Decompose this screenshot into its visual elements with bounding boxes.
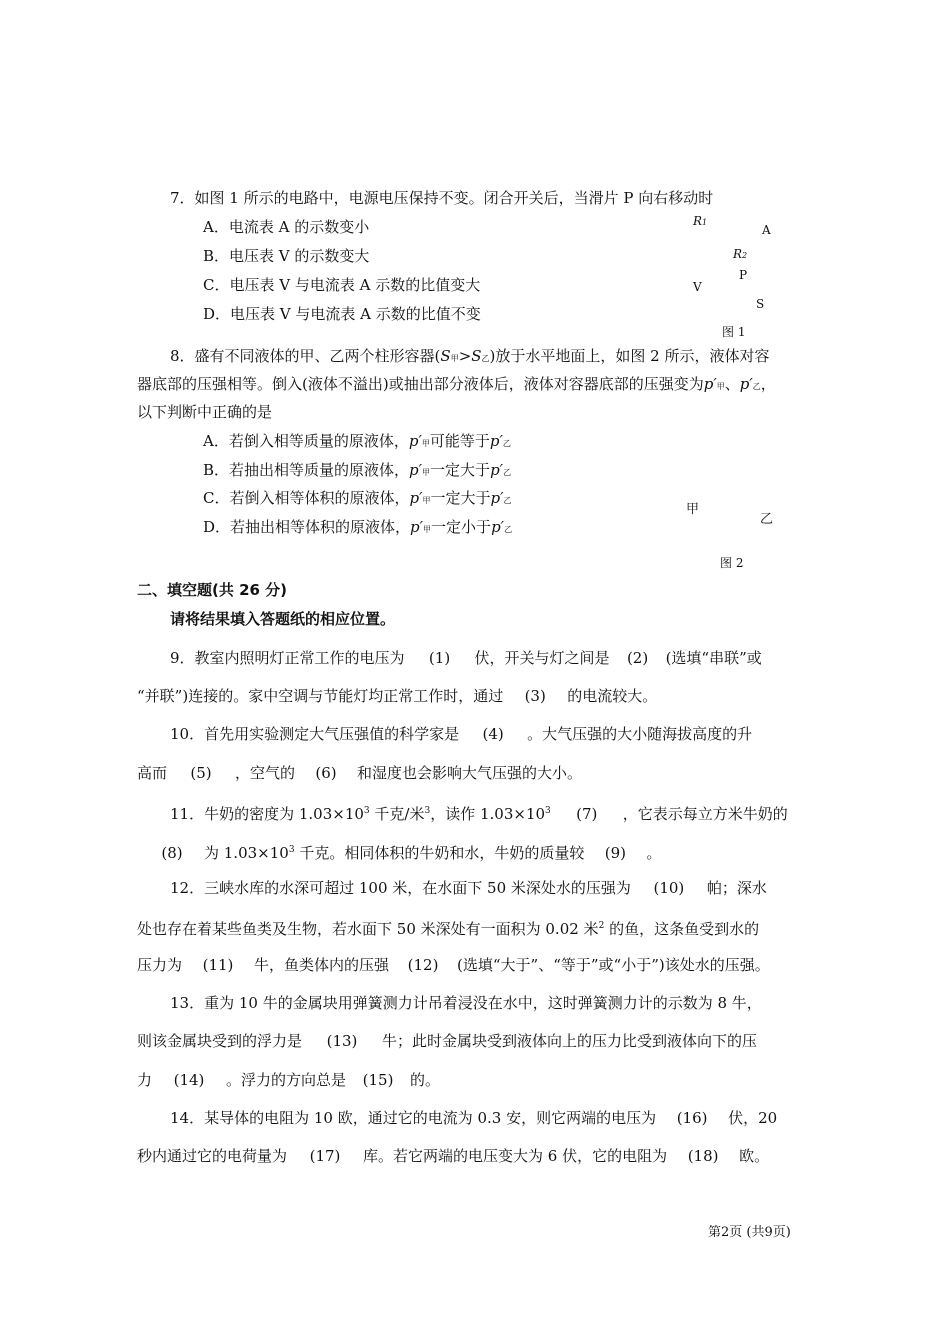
answer-blank-13: (13): [326, 1032, 358, 1050]
fig1-label-voltmeter: V: [693, 280, 702, 294]
fig2-caption: 图 2: [720, 556, 744, 570]
q11-line-1: 11．牛奶的密度为 $1.03\times 10^3$ 千克/米$^3$，读作 $1.03\times 10^3$ (7) ，它表示每立方米牛奶的: [170, 805, 788, 823]
q14-line-2: 秒内通过它的电荷量为 (17) 库。若它两端的电压变大为 6 伏，它的电阻为 (18) 欧。: [137, 1147, 770, 1165]
q7-option-a: A．电流表 A 的示数变小: [203, 218, 370, 236]
q10-line-1: 10．首先用实验测定大气压强值的科学家是 (4) 。大气压强的大小随海拔高度的升: [170, 725, 753, 743]
fig1-label-switch: S: [756, 297, 765, 311]
answer-blank-14: (14): [173, 1071, 205, 1089]
q7-option-d: D．电压表 V 与电流表 A 示数的比值不变: [203, 305, 481, 323]
fig1-caption: 图 1: [722, 325, 746, 339]
answer-blank-5: (5): [190, 764, 212, 782]
fig1-label-r1: R1: [693, 214, 708, 228]
q14-line-1: 14．某导体的电阻为 10 欧，通过它的电流为 0.3 安，则它两端的电压为 (16) 伏，20: [170, 1109, 778, 1127]
answer-blank-4: (4): [482, 725, 504, 743]
q10-line-2: 高而 (5) ，空气的 (6) 和湿度也会影响大气压强的大小。: [137, 764, 583, 782]
q12-line-1: 12．三峡水库的水深可超过 100 米，在水面下 50 米深处水的压强为 (10) 帕；深水: [170, 879, 767, 897]
q8-option-d: D．若抽出相等体积的原液体，p′甲一定小于p′乙: [203, 518, 513, 536]
q12-line-2: 处也存在着某些鱼类及生物，若水面下 50 米深处有一面积为 0.02 米$^2$ 的鱼，这条鱼受到水的: [137, 920, 760, 938]
q9-line-1: 9．教室内照明灯正常工作的电压为 (1) 伏，开关与灯之间是 (2) (选填“串联”或: [170, 649, 762, 667]
answer-blank-3: (3): [524, 687, 546, 705]
q13-line-1: 13．重为 10 牛的金属块用弹簧测力计吊着浸没在水中，这时弹簧测力计的示数为 8 牛，: [170, 994, 762, 1012]
q8-option-c: C．若倒入相等体积的原液体，p′甲一定大于p′乙: [203, 489, 512, 507]
q7-option-b: B．电压表 V 的示数变大: [203, 247, 370, 265]
q7-option-c: C．电压表 V 与电流表 A 示数的比值变大: [203, 276, 481, 294]
q8-option-b: B．若抽出相等质量的原液体，p′甲一定大于p′乙: [203, 461, 512, 479]
answer-blank-10: (10): [653, 879, 685, 897]
answer-blank-7: (7): [576, 805, 598, 823]
answer-blank-12: (12): [407, 956, 439, 974]
q13-line-3: 力 (14) 。浮力的方向总是 (15) 的。: [137, 1071, 441, 1089]
answer-blank-8: (8): [161, 844, 183, 862]
q9-line-2: “并联”)连接的。家中空调与节能灯均正常工作时，通过 (3) 的电流较大。: [137, 687, 658, 705]
page-number: 第2页 (共9页): [708, 1225, 791, 1240]
fig2-label-yi: 乙: [760, 512, 774, 527]
answer-blank-16: (16): [676, 1109, 708, 1127]
fig1-label-r2: R2: [733, 247, 748, 261]
answer-blank-17: (17): [309, 1147, 341, 1165]
q8-line-2: 器底部的压强相等。倒入(液体不溢出)或抽出部分液体后，液体对容器底部的压强变为p′甲、p′乙，: [137, 375, 776, 393]
fig1-label-p: P: [739, 268, 748, 282]
answer-blank-1: (1): [428, 649, 451, 667]
q13-line-2: 则该金属块受到的浮力是 (13) 牛；此时金属块受到液体向上的压力比受到液体向下的压: [137, 1032, 758, 1050]
q11-line-2: (8) 为 $1.03\times 10^3$ 千克。相同体积的牛奶和水，牛奶的质量较 (9) 。: [161, 844, 662, 862]
answer-blank-2: (2): [626, 649, 649, 667]
q12-line-3: 压力为 (11) 牛，鱼类体内的压强 (12) (选填“大于”、“等于”或“小于”)该处水的压强。: [137, 956, 770, 974]
answer-blank-9: (9): [604, 844, 626, 862]
answer-blank-11: (11): [202, 956, 234, 974]
section-2-title: 二、填空题(共 26 分): [137, 581, 288, 599]
q8-line-3: 以下判断中正确的是: [137, 403, 273, 421]
answer-blank-6: (6): [315, 764, 337, 782]
q7-stem: 7．如图 1 所示的电路中，电源电压保持不变。闭合开关后，当滑片 P 向右移动时: [170, 189, 714, 207]
answer-blank-15: (15): [362, 1071, 394, 1089]
answer-blank-18: (18): [687, 1147, 719, 1165]
fig2-label-jia: 甲: [686, 502, 700, 517]
q8-option-a: A．若倒入相等质量的原液体，p′甲可能等于p′乙: [203, 432, 511, 450]
section-2-instruction: 请将结果填入答题纸的相应位置。: [170, 610, 396, 628]
fig1-label-ammeter: A: [762, 223, 771, 237]
q8-line-1: 8．盛有不同液体的甲、乙两个柱形容器(S甲>S乙)放于水平地面上，如图 2 所示，液体对容: [170, 347, 770, 365]
